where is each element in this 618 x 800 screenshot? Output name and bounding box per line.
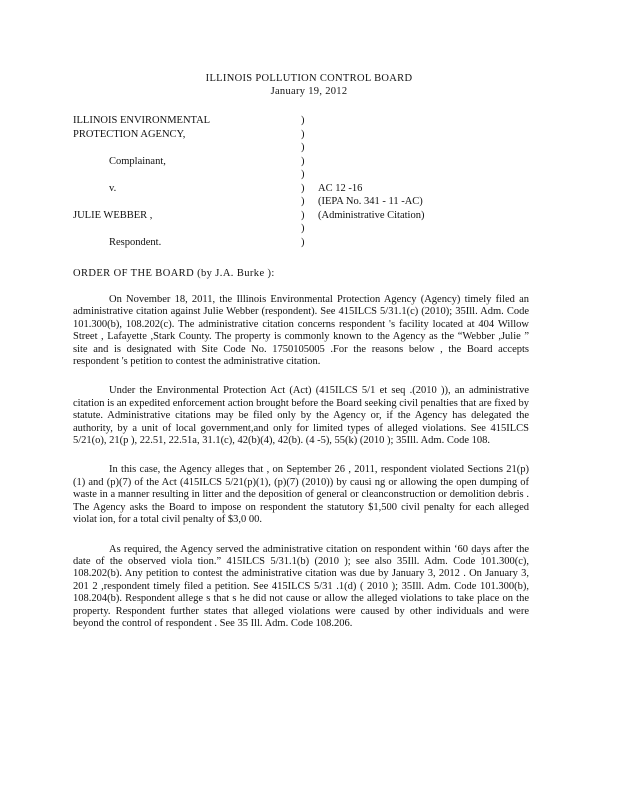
iepa-number: (IEPA No. 341 - 11 -AC) (318, 196, 423, 207)
case-numbers (318, 183, 518, 224)
caption-line (73, 142, 293, 156)
paren: ) (301, 209, 305, 221)
paren: ) (301, 115, 305, 126)
case-number: AC 12 -16 (318, 182, 363, 194)
caption-line: PROTECTION AGENCY, (73, 128, 186, 140)
case-type: (Administrative Citation) (318, 209, 425, 221)
paren: ) (301, 182, 305, 194)
order-date: January 19, 2012 (270, 86, 348, 97)
paren: ) (301, 236, 305, 248)
agency-name: ILLINOIS POLLUTION CONTROL BOARD (205, 73, 413, 84)
caption-line: JULIE WEBBER , (73, 209, 153, 221)
caption-line: v. (109, 182, 117, 194)
caption-line: Complainant, (109, 155, 166, 167)
caption-parties (73, 115, 293, 250)
paren: ) (301, 155, 305, 167)
paren: ) (301, 196, 305, 207)
caption-line: ILLINOIS ENVIRONMENTAL (73, 115, 211, 126)
document-header (0, 72, 618, 98)
paragraph: In this case, the Agency alleges that , on September 26 , 2011, respondent violated Sections 21(p)(1) and (p)(7) of the Act (415ILCS 5/21(p)(1), (p)(7) (2010)) by causi ng or allowing the open dumping of waste in a manner resulting in litter and the deposition of general or cleanconstruction or demolition debris . The Agency asks the Board to impose on respondent the statutory $1,500 civil penalty for each alleged violat ion, for a total civil penalty of $3,0 00. (73, 464, 529, 526)
paren: ) (301, 169, 305, 180)
order-body (73, 294, 529, 647)
caption-line: Respondent. (109, 236, 162, 248)
order-title: ORDER OF THE BOARD (by J.A. Burke ): (73, 268, 275, 279)
paragraph: On November 18, 2011, the Illinois Environmental Protection Agency (Agency) timely filed an administrative citation against Julie Webber (respondent). See 415ILCS 5/31.1(c) (2010); 35Ill. Adm. Code 101.300(b), 108.202(c). The administrative citation concerns respondent 's facility located at 404 Willow Street , Lafayette ,Stark County. The property is commonly known to the Agency as the “Webber ,Julie ” site and is designated with Site Code No. 1750105005 .For the reasons below , the Board accepts respondent 's petition to contest the administrative citation. (73, 294, 529, 368)
caption-line (73, 169, 293, 183)
paren: ) (301, 128, 305, 140)
caption-parentheses (301, 115, 311, 250)
paren: ) (301, 223, 305, 234)
paren: ) (301, 142, 305, 153)
case-caption (73, 115, 553, 255)
paragraph: As required, the Agency served the administrative citation on respondent within ‘60 days after the date of the observed viola tion.” 415ILCS 5/31.1(b) (2010 ); see also 35Ill. Adm. Code 101.300(c), 108.202(b). Any petition to contest the administrative citation was due by January 3, 2012 . On January 3, 201 2 ,respondent timely filed a petition. See 415ILCS 5/31 .1(d) ( 2010 ); 35Ill. Adm. Code 101.300(b), 108.204(b). Respondent allege s that s he did not cause or allow the alleged violations to take place on the property. Respondent further states that alleged violations were caused by other individuals and were beyond the control of respondent . See 35 Ill. Adm. Code 108.206. (73, 543, 529, 629)
paragraph: Under the Environmental Protection Act (Act) (415ILCS 5/1 et seq .(2010 )), an administrative citation is an expedited enforcement action brought before the Board seeking civil penalties that are fixed by statute. Administrative citations may be filed only by the Agency or, if the Agency has delegated the authority, by a unit of local government,and only for limited types of alleged violations. See 415ILCS 5/21(o), 21(p ), 22.51, 22.51a, 31.1(c), 42(b)(4), 42(b). (4 -5), 55(k) (2010 ); 35Ill. Adm. Code 108. (73, 385, 530, 447)
caption-line (73, 196, 293, 210)
caption-line (73, 223, 293, 237)
